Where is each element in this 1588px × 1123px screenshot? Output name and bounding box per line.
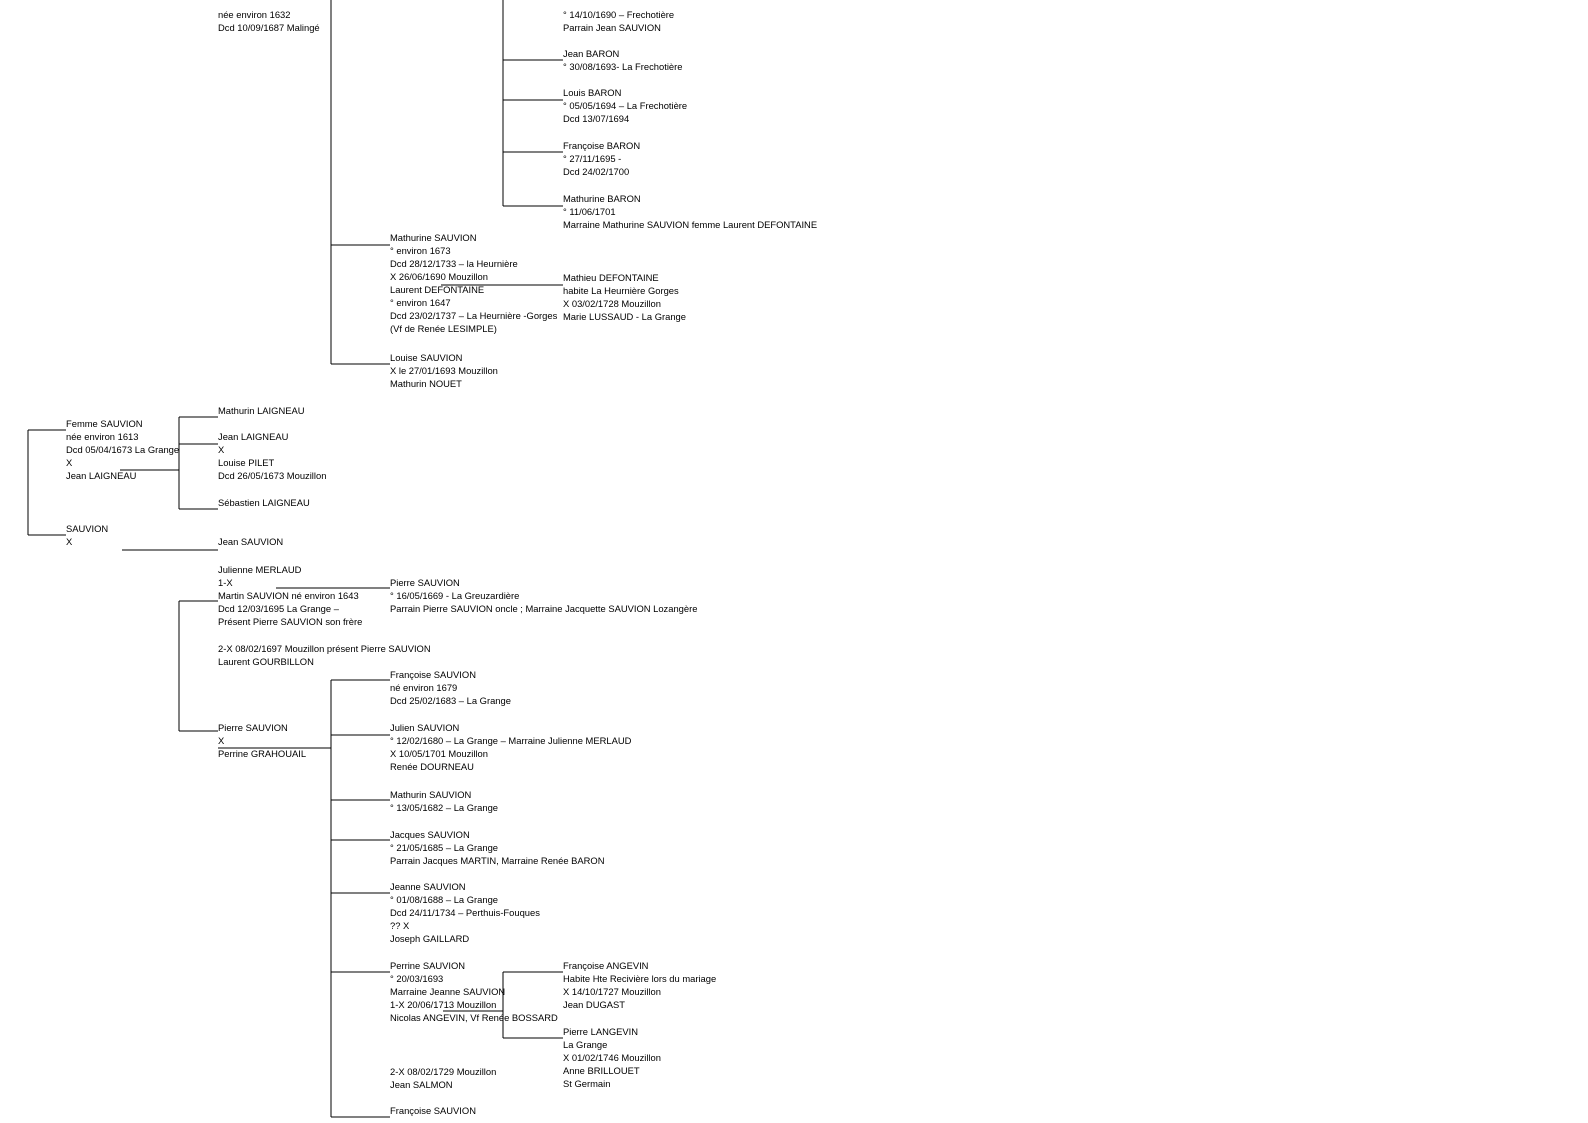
entry-line: Louise SAUVION <box>390 352 463 363</box>
person-entry <box>563 139 640 178</box>
person-entry <box>390 721 631 773</box>
entry-line: Françoise BARON <box>563 140 641 151</box>
entry-line: Nicolas ANGEVIN, Vf Renée BOSSARD <box>390 1012 558 1023</box>
person-entry <box>66 522 108 548</box>
entry-line: Dcd 05/04/1673 La Grange <box>66 444 180 455</box>
entry-line: Dcd 28/12/1733 – la Heurnière <box>390 258 518 269</box>
entry-line: Françoise ANGEVIN <box>563 960 649 971</box>
entry-line: 2-X 08/02/1729 Mouzillon <box>390 1066 497 1077</box>
entry-line: Parrain Jean SAUVION <box>563 22 661 33</box>
person-entry <box>390 576 697 615</box>
person-entry <box>218 563 362 628</box>
entry-line: X 10/05/1701 Mouzillon <box>390 748 488 759</box>
person-entry <box>563 1025 661 1090</box>
entry-line: ?? X <box>390 920 410 931</box>
entry-line: 2-X 08/02/1697 Mouzillon présent Pierre SAUVION <box>218 643 431 654</box>
person-entry <box>390 351 498 390</box>
entry-line: Françoise SAUVION <box>390 669 476 680</box>
person-entry <box>563 192 817 231</box>
entry-line: Jean BARON <box>563 48 620 59</box>
entry-line: Dcd 24/11/1734 – Perthuis-Fouques <box>390 907 540 918</box>
person-entry <box>218 642 431 668</box>
entry-line: Jeanne SAUVION <box>390 881 466 892</box>
person-entry <box>390 880 540 945</box>
entry-line: (Vf de Renée LESIMPLE) <box>390 323 497 334</box>
entry-line: habite La Heurnière Gorges <box>563 285 679 296</box>
entry-line: La Grange <box>563 1039 608 1050</box>
entry-line: Parrain Pierre SAUVION oncle ; Marraine Jacquette SAUVION Lozangère <box>390 603 698 614</box>
entry-line: Jean DUGAST <box>563 999 625 1010</box>
entry-line: Marie LUSSAUD - La Grange <box>563 311 686 322</box>
person-entry <box>563 271 686 323</box>
entry-line: X le 27/01/1693 Mouzillon <box>390 365 498 376</box>
entry-line: ° 21/05/1685 – La Grange <box>390 842 499 853</box>
entry-line: Mathurine SAUVION <box>390 232 477 243</box>
entry-line: née environ 1613 <box>66 431 139 442</box>
person-entry <box>218 8 320 34</box>
entry-line: Perrine GRAHOUAIL <box>218 748 307 759</box>
entry-line: ° 20/03/1693 <box>390 973 444 984</box>
person-entry <box>390 1065 496 1091</box>
entry-line: Pierre LANGEVIN <box>563 1026 639 1037</box>
entry-line: SAUVION <box>66 523 109 534</box>
entry-line: Joseph GAILLARD <box>390 933 470 944</box>
person-entry <box>563 47 682 73</box>
entry-line: ° 16/05/1669 - La Greuzardière <box>390 590 520 601</box>
entry-line: Jean LAIGNEAU <box>66 470 137 481</box>
entry-line: X 03/02/1728 Mouzillon <box>563 298 661 309</box>
entry-line: ° 30/08/1693- La Frechotière <box>563 61 683 72</box>
entry-line: Mathurin LAIGNEAU <box>218 405 305 416</box>
entry-line: Dcd 13/07/1694 <box>563 113 630 124</box>
entry-line: Dcd 10/09/1687 Malingé <box>218 22 320 33</box>
entry-line: X 26/06/1690 Mouzillon <box>390 271 488 282</box>
entry-line: Mathieu DEFONTAINE <box>563 272 659 283</box>
entry-line: Perrine SAUVION <box>390 960 466 971</box>
entry-line: Martin SAUVION né environ 1643 <box>218 590 359 601</box>
entry-line: Pierre SAUVION <box>218 722 288 733</box>
entry-line: ° 13/05/1682 – La Grange <box>390 802 499 813</box>
entry-line: X <box>218 444 225 455</box>
person-entry <box>218 404 305 417</box>
entry-line: X 14/10/1727 Mouzillon <box>563 986 661 997</box>
entry-line: Jean SALMON <box>390 1079 453 1090</box>
person-entry <box>218 721 306 760</box>
person-entry <box>390 959 558 1024</box>
entry-line: Marraine Jeanne SAUVION <box>390 986 506 997</box>
entry-line: Femme SAUVION <box>66 418 143 429</box>
entry-line: St Germain <box>563 1078 611 1089</box>
entry-line: Dcd 25/02/1683 – La Grange <box>390 695 511 706</box>
entry-line: ° 14/10/1690 – Frechotière <box>563 9 675 20</box>
entry-line: Sébastien LAIGNEAU <box>218 497 310 508</box>
person-entry <box>390 668 511 707</box>
entry-line: ° 12/02/1680 – La Grange – Marraine Julienne MERLAUD <box>390 735 632 746</box>
entry-line: 1-X 20/06/1713 Mouzillon <box>390 999 497 1010</box>
entry-line: Parrain Jacques MARTIN, Marraine Renée BARON <box>390 855 605 866</box>
entry-line: Mathurine BARON <box>563 193 641 204</box>
person-entry <box>563 86 687 125</box>
entry-line: Habite Hte Recivière lors du mariage <box>563 973 717 984</box>
entry-line: né environ 1679 <box>390 682 458 693</box>
entry-line: Julien SAUVION <box>390 722 460 733</box>
entry-line: ° environ 1647 <box>390 297 451 308</box>
entry-line: Dcd 23/02/1737 – La Heurnière -Gorges <box>390 310 558 321</box>
entry-line: Jean LAIGNEAU <box>218 431 289 442</box>
entry-line: Louis BARON <box>563 87 622 98</box>
entry-line: Mathurin NOUET <box>390 378 462 389</box>
entry-line: Jean SAUVION <box>218 536 284 547</box>
entry-line: ° 01/08/1688 – La Grange <box>390 894 499 905</box>
person-entry <box>390 231 557 335</box>
entry-line: ° 11/06/1701 <box>563 206 616 217</box>
entry-line: Dcd 26/05/1673 Mouzillon <box>218 470 327 481</box>
entry-line: Laurent GOURBILLON <box>218 656 314 667</box>
entry-line: Pierre SAUVION <box>390 577 460 588</box>
person-entry <box>390 788 498 814</box>
entry-line: Présent Pierre SAUVION son frère <box>218 616 363 627</box>
person-entry <box>218 430 326 482</box>
entry-line: Laurent DEFONTAINE <box>390 284 485 295</box>
person-entry <box>218 496 310 509</box>
entry-line: Dcd 24/02/1700 <box>563 166 630 177</box>
entry-line: née environ 1632 <box>218 9 291 20</box>
entry-line: Dcd 12/03/1695 La Grange – <box>218 603 339 614</box>
person-entry <box>390 828 605 867</box>
entry-line: ° environ 1673 <box>390 245 451 256</box>
entry-line: Françoise SAUVION <box>390 1105 476 1116</box>
entry-line: X <box>66 457 73 468</box>
entry-line: Anne BRILLOUET <box>563 1065 640 1076</box>
entry-line: ° 27/11/1695 - <box>563 153 622 164</box>
entry-line: X <box>218 735 225 746</box>
person-entry <box>563 959 716 1011</box>
entry-line: X <box>66 536 73 547</box>
entry-line: Louise PILET <box>218 457 275 468</box>
entry-line: Jacques SAUVION <box>390 829 470 840</box>
entry-line: Renée DOURNEAU <box>390 761 474 772</box>
entry-line: Marraine Mathurine SAUVION femme Laurent DEFONTAINE <box>563 219 818 230</box>
entry-line: X 01/02/1746 Mouzillon <box>563 1052 661 1063</box>
entry-line: ° 05/05/1694 – La Frechotière <box>563 100 688 111</box>
person-entry <box>390 1104 476 1117</box>
entry-line: Julienne MERLAUD <box>218 564 302 575</box>
person-entry <box>218 535 283 548</box>
person-entry <box>66 417 179 482</box>
entry-line: Mathurin SAUVION <box>390 789 472 800</box>
person-entry <box>563 8 674 34</box>
entry-line: 1-X <box>218 577 233 588</box>
